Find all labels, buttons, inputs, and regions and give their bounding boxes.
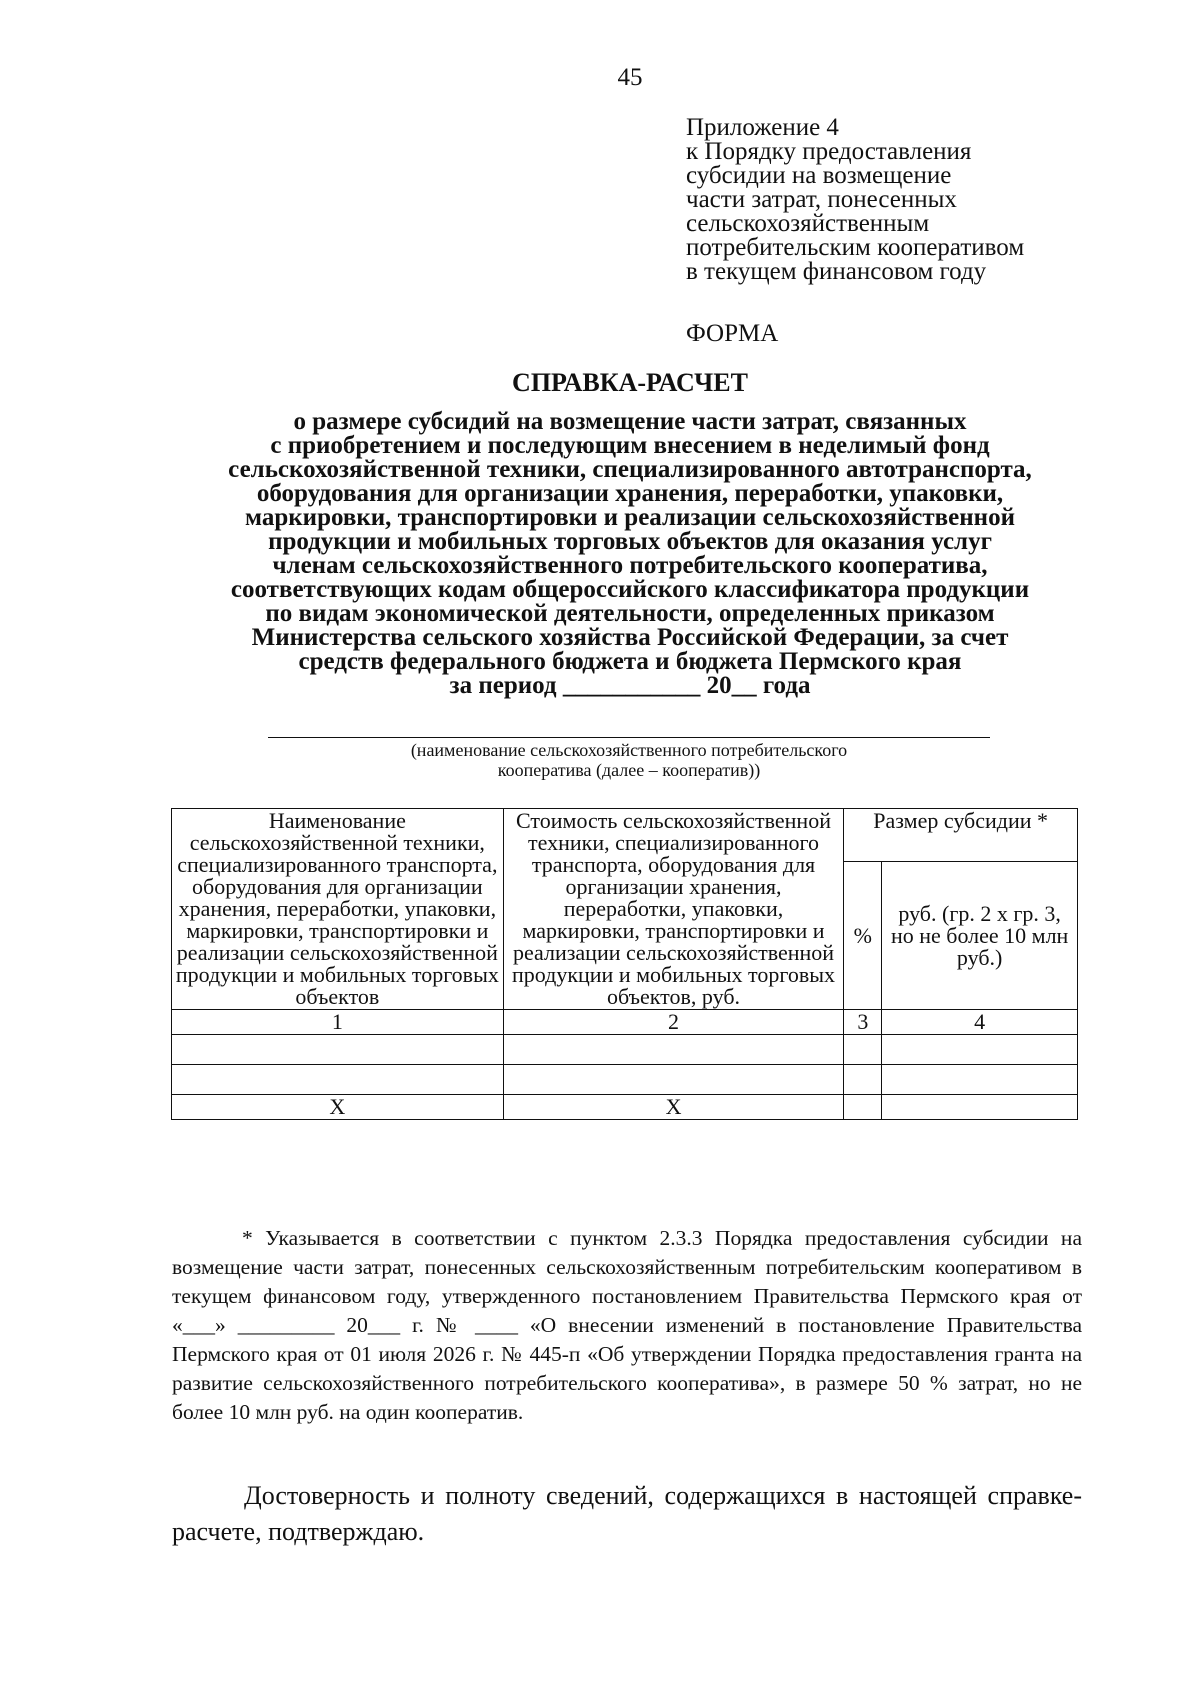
table-cell xyxy=(503,1065,844,1095)
table-column-numbers-row xyxy=(172,1010,1078,1035)
table-header-row xyxy=(172,809,1078,862)
appendix-line: в текущем финансовом году xyxy=(686,258,987,285)
table-cell xyxy=(882,1035,1078,1065)
appendix-line: потребительским кооперативом xyxy=(686,234,1025,261)
table-cell: X xyxy=(503,1095,844,1120)
footnote xyxy=(172,1224,1082,1427)
table-cell xyxy=(882,1095,1078,1120)
header-item-cost: Стоимость сельскохозяйственной техники, специализированного транспорта, оборудования для организации хранения, переработки, упаковки, маркировки, транспортировки и реализации сельскохозяйственной продукции и мобильных торговых объектов, руб. xyxy=(503,809,844,1010)
confirmation-text: Достоверность и полноту сведений, содержащихся в настоящей справке-расчете, подтверждаю. xyxy=(172,1481,1082,1546)
header-subsidy-size: Размер субсидии * xyxy=(844,809,1078,862)
column-number: 2 xyxy=(503,1010,844,1035)
page-number: 45 xyxy=(617,64,643,91)
table-cell xyxy=(503,1035,844,1065)
calculation-table xyxy=(171,808,1078,1120)
cooperative-name-line xyxy=(268,737,990,738)
table-cell xyxy=(882,1065,1078,1095)
appendix-block xyxy=(686,116,1106,284)
subtitle-line: сельскохозяйственной техники, специализированного автотранспорта, xyxy=(228,456,1032,483)
appendix-line: сельскохозяйственным xyxy=(686,210,930,237)
subtitle-line: средств федерального бюджета и бюджета Пермского края xyxy=(298,648,962,675)
confirmation-statement xyxy=(172,1478,1082,1550)
document-subtitle xyxy=(0,410,1200,698)
table-cell: X xyxy=(172,1095,504,1120)
subtitle-line: соответствующих кодам общероссийского классификатора продукции xyxy=(230,576,1030,603)
header-rub: руб. (гр. 2 х гр. 3, но не более 10 млн руб.) xyxy=(882,862,1078,1010)
subtitle-line: по видам экономической деятельности, определенных приказом xyxy=(265,600,995,627)
subtitle-line: о размере субсидий на возмещение части затрат, связанных xyxy=(293,408,967,435)
table-cell xyxy=(844,1095,882,1120)
table-cell xyxy=(844,1035,882,1065)
subtitle-line: маркировки, транспортировки и реализации сельскохозяйственной xyxy=(245,504,1015,531)
subtitle-line: с приобретением и последующим внесением в неделимый фонд xyxy=(270,432,990,459)
table-cell xyxy=(172,1065,504,1095)
appendix-line: Приложение 4 xyxy=(686,114,839,141)
subtitle-period-line: за период ___________ 20__ года xyxy=(449,672,811,699)
column-number: 3 xyxy=(844,1010,882,1035)
header-item-name: Наименование сельскохозяйственной техники, специализированного транспорта, оборудования для организации хранения, переработки, упаковки, маркировки, транспортировки и реализации сельскохозяйственной продукции и мобильных торговых объектов xyxy=(172,809,504,1010)
footnote-text: * Указывается в соответствии с пунктом 2.3.3 Порядка предоставления субсидии на возмещение части затрат, понесенных сельскохозяйственным потребительским кооперативом в текущем финансовом году, утвержденного постановлением Правительства Пермского края от «___» _________ 20___ г. № ____ «О внесении изменений в постановление Правительства Пермского края от 01 июля 2026 г. № 445-п «Об утверждении Порядка предоставления гранта на развитие сельскохозяйственного потребительского кооператива», в размере 50 % затрат, но не более 10 млн руб. на один кооператив. xyxy=(172,1226,1082,1424)
subtitle-line: членам сельскохозяйственного потребительского кооператива, xyxy=(272,552,988,579)
table-cell xyxy=(844,1065,882,1095)
subtitle-line: оборудования для организации хранения, переработки, упаковки, xyxy=(256,480,1004,507)
cooperative-name-caption xyxy=(268,740,990,780)
document-title: СПРАВКА-РАСЧЕТ xyxy=(512,368,748,397)
column-number: 4 xyxy=(882,1010,1078,1035)
form-label: ФОРМА xyxy=(686,320,779,347)
appendix-line: субсидии на возмещение xyxy=(686,162,952,189)
table-row xyxy=(172,1035,1078,1065)
table-total-row xyxy=(172,1095,1078,1120)
subtitle-line: продукции и мобильных торговых объектов для оказания услуг xyxy=(268,528,992,555)
header-percent: % xyxy=(844,862,882,1010)
subtitle-line: Министерства сельского хозяйства Российской Федерации, за счет xyxy=(251,624,1009,651)
column-number: 1 xyxy=(172,1010,504,1035)
table-cell xyxy=(172,1035,504,1065)
appendix-line: части затрат, понесенных xyxy=(686,186,957,213)
appendix-line: к Порядку предоставления xyxy=(686,138,972,165)
caption-line: (наименование сельскохозяйственного потребительского xyxy=(410,740,848,760)
table-row xyxy=(172,1065,1078,1095)
caption-line: кооператива (далее – кооператив)) xyxy=(497,760,761,780)
